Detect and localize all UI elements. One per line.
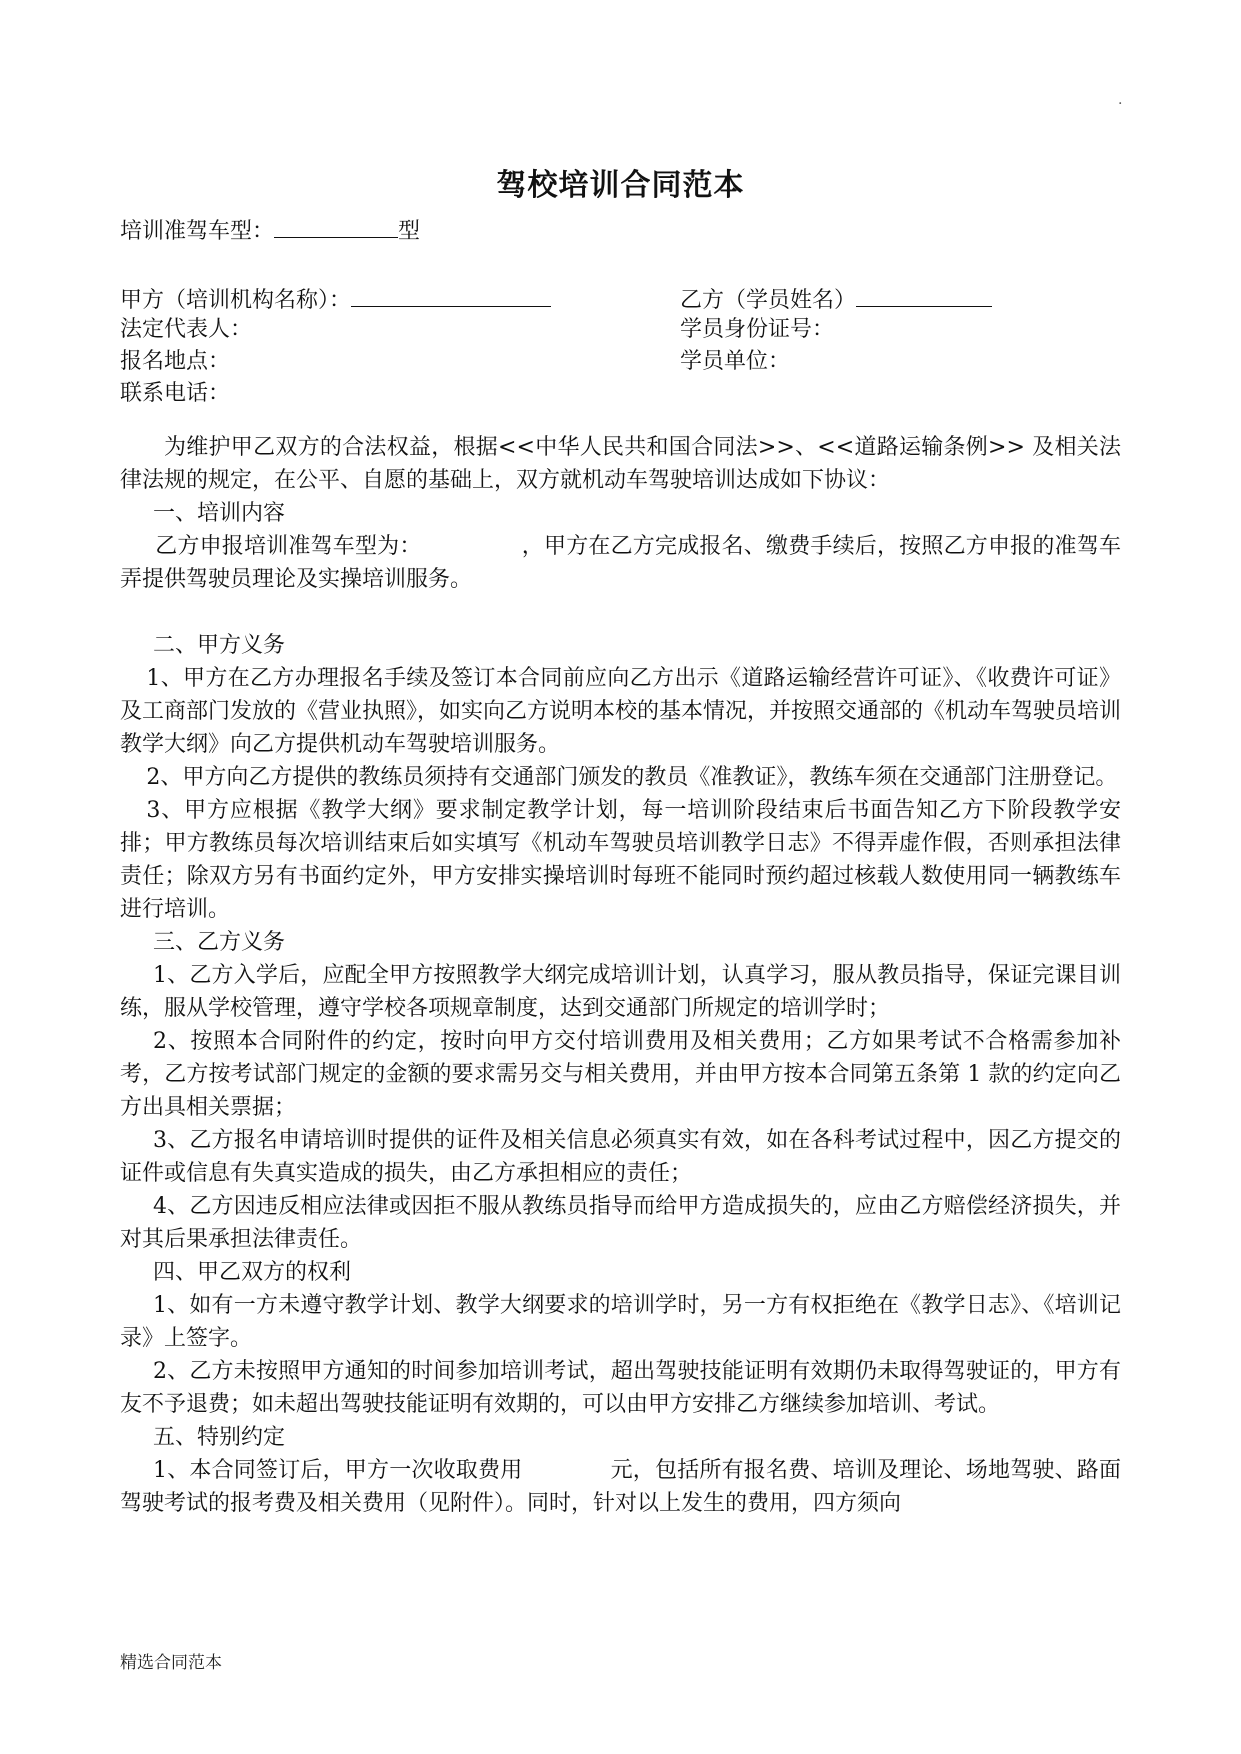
- section-2-item: 1、甲方在乙方办理报名手续及签订本合同前应向乙方出示《道路运输经营许可证》、《收费许可证》及工商部门发放的《营业执照》，如实向乙方说明本校的基本情况，并按照交通部的《机动车驾驶员培训教学大纲》向乙方提供机动车驾驶培训服务。: [120, 666, 1122, 757]
- section-3-item: 4、乙方因违反相应法律或因拒不服从教练员指导而给甲方造成损失的，应由乙方赔偿经济损失，并对其后果承担法律责任。: [120, 1194, 1121, 1252]
- legal-rep-label: 法定代表人：: [120, 317, 253, 342]
- section-2-heading: 二、甲方义务: [153, 633, 286, 658]
- vehicle-type-suffix: 型: [398, 219, 421, 244]
- section-3-item: 1、乙方入学后，应配全甲方按照教学大纲完成培训计划，认真学习，服从教员指导，保证完课目训练，服从学校管理，遵守学校各项规章制度，达到交通部门所规定的培训学时；: [120, 963, 1121, 1021]
- section-2-item: 2、甲方向乙方提供的教练员须持有交通部门颁发的教员《准教证》，教练车须在交通部门注册登记。: [146, 765, 1118, 790]
- section-1-text-after: ，甲方在乙方完成报名、缴费手续后，按照乙方申报的准驾车弄提供驾驶员理论及实操培训服务。: [120, 534, 1121, 592]
- section-1-text-before: 乙方申报培训准驾车型为：: [155, 534, 422, 559]
- phone-label: 联系电话：: [120, 381, 231, 406]
- student-unit-label: 学员单位：: [680, 349, 791, 374]
- section-3-item: 2、按照本合同附件的约定，按时向甲方交付培训费用及相关费用；乙方如果考试不合格需参加补考，乙方按考试部门规定的金额的要求需另交与相关费用，并由甲方按本合同第五条第 1 款的约定向乙方出具相关票据；: [120, 1029, 1121, 1120]
- vehicle-type-label: 培训准驾车型：: [120, 219, 275, 244]
- party-a-name-blank: [351, 284, 551, 307]
- preamble: 为维护甲乙双方的合法权益，根据<<中华人民共和国合同法>>、<<道路运输条例>> 及相关法律法规的规定，在公平、自愿的基础上，双方就机动车驾驶培训达成如下协议：: [120, 435, 1121, 493]
- party-a-name-line: [120, 284, 551, 315]
- vehicle-type-line: [120, 215, 420, 246]
- section-3-item: 3、乙方报名申请培训时提供的证件及相关信息必须真实有效，如在各科考试过程中，因乙方提交的证件或信息有失真实造成的损失，由乙方承担相应的责任；: [120, 1128, 1121, 1186]
- section-2-item: 3、甲方应根据《教学大纲》要求制定教学计划，每一培训阶段结束后书面告知乙方下阶段教学安排；甲方教练员每次培训结束后如实填写《机动车驾驶员培训教学日志》不得弄虚作假，否则承担法律责任；除双方另有书面约定外，甲方安排实操培训时每班不能同时预约超过核载人数使用同一辆教练车进行培训。: [120, 798, 1121, 922]
- section-4-item: 2、乙方未按照甲方通知的时间参加培训考试，超出驾驶技能证明有效期仍未取得驾驶证的，甲方有友不予退费；如未超出驾驶技能证明有效期的，可以由甲方安排乙方继续参加培训、考试。: [120, 1359, 1121, 1417]
- section-spacer: [120, 596, 1121, 629]
- document-title: 驾校培训合同范本: [496, 168, 745, 203]
- section-5-text-before: 1、本合同签订后，甲方一次收取费用: [153, 1458, 523, 1483]
- section-5-heading: 五、特别约定: [153, 1425, 286, 1450]
- section-5-paragraph: [120, 1454, 1121, 1520]
- section-3-heading: 三、乙方义务: [153, 930, 286, 955]
- section-1-paragraph: [120, 530, 1121, 596]
- section-4-heading: 四、甲乙双方的权利: [153, 1260, 352, 1285]
- vehicle-type-blank: [274, 215, 398, 238]
- party-b-name-blank: [856, 284, 992, 307]
- party-a-name-label: 甲方（培训机构名称）：: [120, 288, 352, 313]
- student-id-label: 学员身份证号：: [680, 317, 835, 342]
- section-1-heading: 一、培训内容: [153, 501, 286, 526]
- party-b-name-label: 乙方（学员姓名）: [680, 288, 857, 313]
- party-b-name-line: [680, 284, 992, 315]
- contract-body: [120, 431, 1121, 1520]
- corner-mark: .: [1118, 92, 1123, 108]
- location-label: 报名地点：: [120, 349, 231, 374]
- page-footer: 精选合同范本: [120, 1653, 222, 1673]
- section-4-item: 1、如有一方未遵守教学计划、教学大纲要求的培训学时，另一方有权拒绝在《教学日志》、《培训记录》上签字。: [120, 1293, 1121, 1351]
- section-5-text-after: 元，包括所有报名费、培训及理论、场地驾驶、路面驾驶考试的报考费及相关费用（见附件）。同时，针对以上发生的费用，四方须向: [120, 1458, 1121, 1516]
